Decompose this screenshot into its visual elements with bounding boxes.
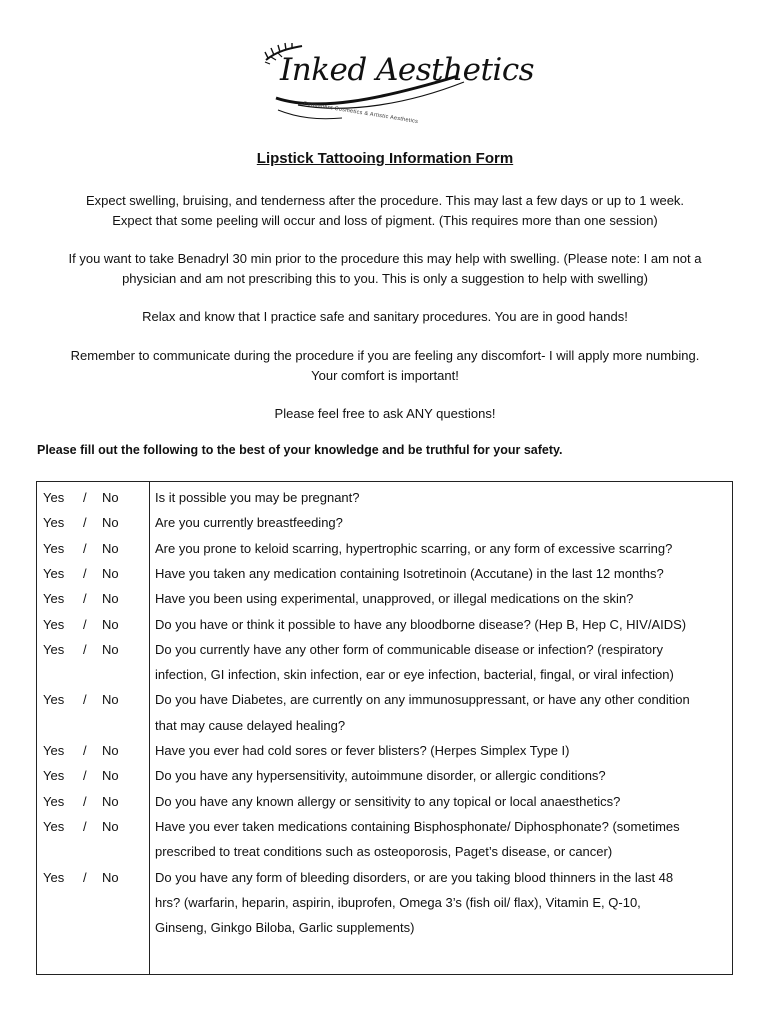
- answer-separator: /: [83, 641, 87, 657]
- yes-option[interactable]: Yes: [43, 616, 65, 632]
- answer-separator: /: [83, 540, 87, 556]
- answer-separator: /: [83, 768, 87, 784]
- question-line: that may cause delayed healing?: [155, 717, 346, 733]
- questionnaire-table: [36, 481, 733, 975]
- question-line: infection, GI infection, skin infection, ear or eye infection, bacterial, fingal, or viral infection): [155, 667, 674, 683]
- answer-separator: /: [83, 818, 87, 834]
- paragraph-line: Remember to communicate during the procedure if you are feeling any discomfort- I will apply more numbing.: [70, 348, 700, 363]
- yes-option[interactable]: Yes: [43, 515, 65, 531]
- no-option[interactable]: No: [102, 490, 119, 505]
- no-option[interactable]: No: [102, 565, 119, 581]
- question-line: Are you currently breastfeeding?: [155, 515, 343, 531]
- form-instruction: Please fill out the following to the best of your knowledge and be truthful for your safety.: [37, 443, 563, 457]
- question-line: hrs? (warfarin, heparin, aspirin, ibuprofen, Omega 3’s (fish oil/ flax), Vitamin E, Q-10,: [155, 894, 641, 910]
- answer-separator: /: [83, 869, 87, 885]
- question-line: Have you taken any medication containing Isotretinoin (Accutane) in the last 12 months?: [155, 565, 664, 581]
- paragraph-line: Your comfort is important!: [311, 368, 459, 383]
- no-option[interactable]: No: [102, 692, 119, 708]
- question-text: [155, 865, 727, 941]
- paragraph-line: Expect swelling, bruising, and tenderness after the procedure. This may last a few days or up to 1 week.: [85, 193, 685, 208]
- question-line: Do you have any hypersensitivity, autoimmune disorder, or allergic conditions?: [155, 768, 606, 784]
- question-text: [155, 612, 727, 637]
- logo-name: Inked Aesthetics: [280, 52, 535, 88]
- question-line: Have you ever taken medications containing Bisphosphonate/ Diphosphonate? (sometimes: [155, 818, 680, 834]
- question-line: prescribed to treat conditions such as osteoporosis, Paget’s disease, or cancer): [155, 844, 613, 860]
- answer-separator: /: [83, 616, 87, 632]
- yes-option[interactable]: Yes: [43, 641, 65, 657]
- info-paragraph: [30, 307, 740, 327]
- paragraph-line: physician and am not prescribing this to you. This is only a suggestion to help with swelling): [122, 271, 648, 286]
- no-option[interactable]: No: [102, 616, 119, 632]
- answer-separator: /: [83, 515, 87, 531]
- info-paragraph: [30, 346, 740, 386]
- paragraph-line: If you want to take Benadryl 30 min prior to the procedure this may help with swelling. (Please note: I am not a: [68, 251, 702, 266]
- question-line: Is it possible you may be pregnant?: [155, 490, 360, 505]
- answer-separator: /: [83, 490, 87, 505]
- question-text: [155, 536, 727, 561]
- answer-separator: /: [83, 692, 87, 708]
- no-option[interactable]: No: [102, 818, 119, 834]
- paragraph-line: Please feel free to ask ANY questions!: [274, 406, 496, 421]
- yes-option[interactable]: Yes: [43, 692, 65, 708]
- question-line: Do you have Diabetes, are currently on any immunosuppressant, or have any other condition: [155, 692, 690, 708]
- question-line: Have you ever had cold sores or fever blisters? (Herpes Simplex Type I): [155, 743, 570, 758]
- answer-separator: /: [83, 565, 87, 581]
- answer-separator: /: [83, 591, 87, 607]
- question-line: Ginseng, Ginkgo Biloba, Garlic supplements): [155, 920, 415, 936]
- question-line: Do you have any known allergy or sensitivity to any topical or local anaesthetics?: [155, 793, 621, 809]
- question-line: Are you prone to keloid scarring, hypertrophic scarring, or any form of excessive scarring?: [155, 540, 673, 556]
- question-text: [155, 586, 727, 611]
- info-paragraph: [30, 191, 740, 231]
- answer-separator: /: [83, 743, 87, 758]
- info-paragraph: [30, 404, 740, 424]
- no-option[interactable]: No: [102, 768, 119, 784]
- yes-option[interactable]: Yes: [43, 591, 65, 607]
- no-option[interactable]: No: [102, 793, 119, 809]
- no-option[interactable]: No: [102, 515, 119, 531]
- form-title: Lipstick Tattooing Information Form: [256, 150, 514, 167]
- logo-tagline: Permanent Cosmetics & Artistic Aesthetics: [303, 101, 419, 126]
- question-text: [155, 687, 727, 738]
- paragraph-line: Relax and know that I practice safe and sanitary procedures. You are in good hands!: [142, 309, 628, 324]
- yes-option[interactable]: Yes: [43, 743, 65, 758]
- no-option[interactable]: No: [102, 540, 119, 556]
- question-line: Do you have or think it possible to have any bloodborne disease? (Hep B, Hep C, HIV/AIDS): [155, 616, 687, 632]
- yes-option[interactable]: Yes: [43, 869, 65, 885]
- question-text: [155, 637, 727, 688]
- question-text: [155, 485, 727, 510]
- info-paragraph: [30, 249, 740, 289]
- question-line: Have you been using experimental, unapproved, or illegal medications on the skin?: [155, 591, 634, 607]
- question-line: Do you currently have any other form of communicable disease or infection? (respiratory: [155, 641, 663, 657]
- yes-option[interactable]: Yes: [43, 768, 65, 784]
- question-text: [155, 738, 727, 763]
- yes-option[interactable]: Yes: [43, 818, 65, 834]
- question-line: Do you have any form of bleeding disorders, or are you taking blood thinners in the last 48: [155, 869, 674, 885]
- question-text: [155, 561, 727, 586]
- yes-option[interactable]: Yes: [43, 565, 65, 581]
- question-text: [155, 789, 727, 814]
- yes-option[interactable]: Yes: [43, 540, 65, 556]
- no-option[interactable]: No: [102, 869, 119, 885]
- yes-option[interactable]: Yes: [43, 793, 65, 809]
- answer-separator: /: [83, 793, 87, 809]
- no-option[interactable]: No: [102, 743, 119, 758]
- question-text: [155, 814, 727, 865]
- no-option[interactable]: No: [102, 591, 119, 607]
- question-text: [155, 763, 727, 788]
- paragraph-line: Expect that some peeling will occur and loss of pigment. (This requires more than one session): [112, 213, 658, 228]
- yes-option[interactable]: Yes: [43, 490, 65, 505]
- brand-logo: [258, 38, 535, 130]
- no-option[interactable]: No: [102, 641, 119, 657]
- column-divider: [149, 482, 150, 974]
- question-text: [155, 510, 727, 535]
